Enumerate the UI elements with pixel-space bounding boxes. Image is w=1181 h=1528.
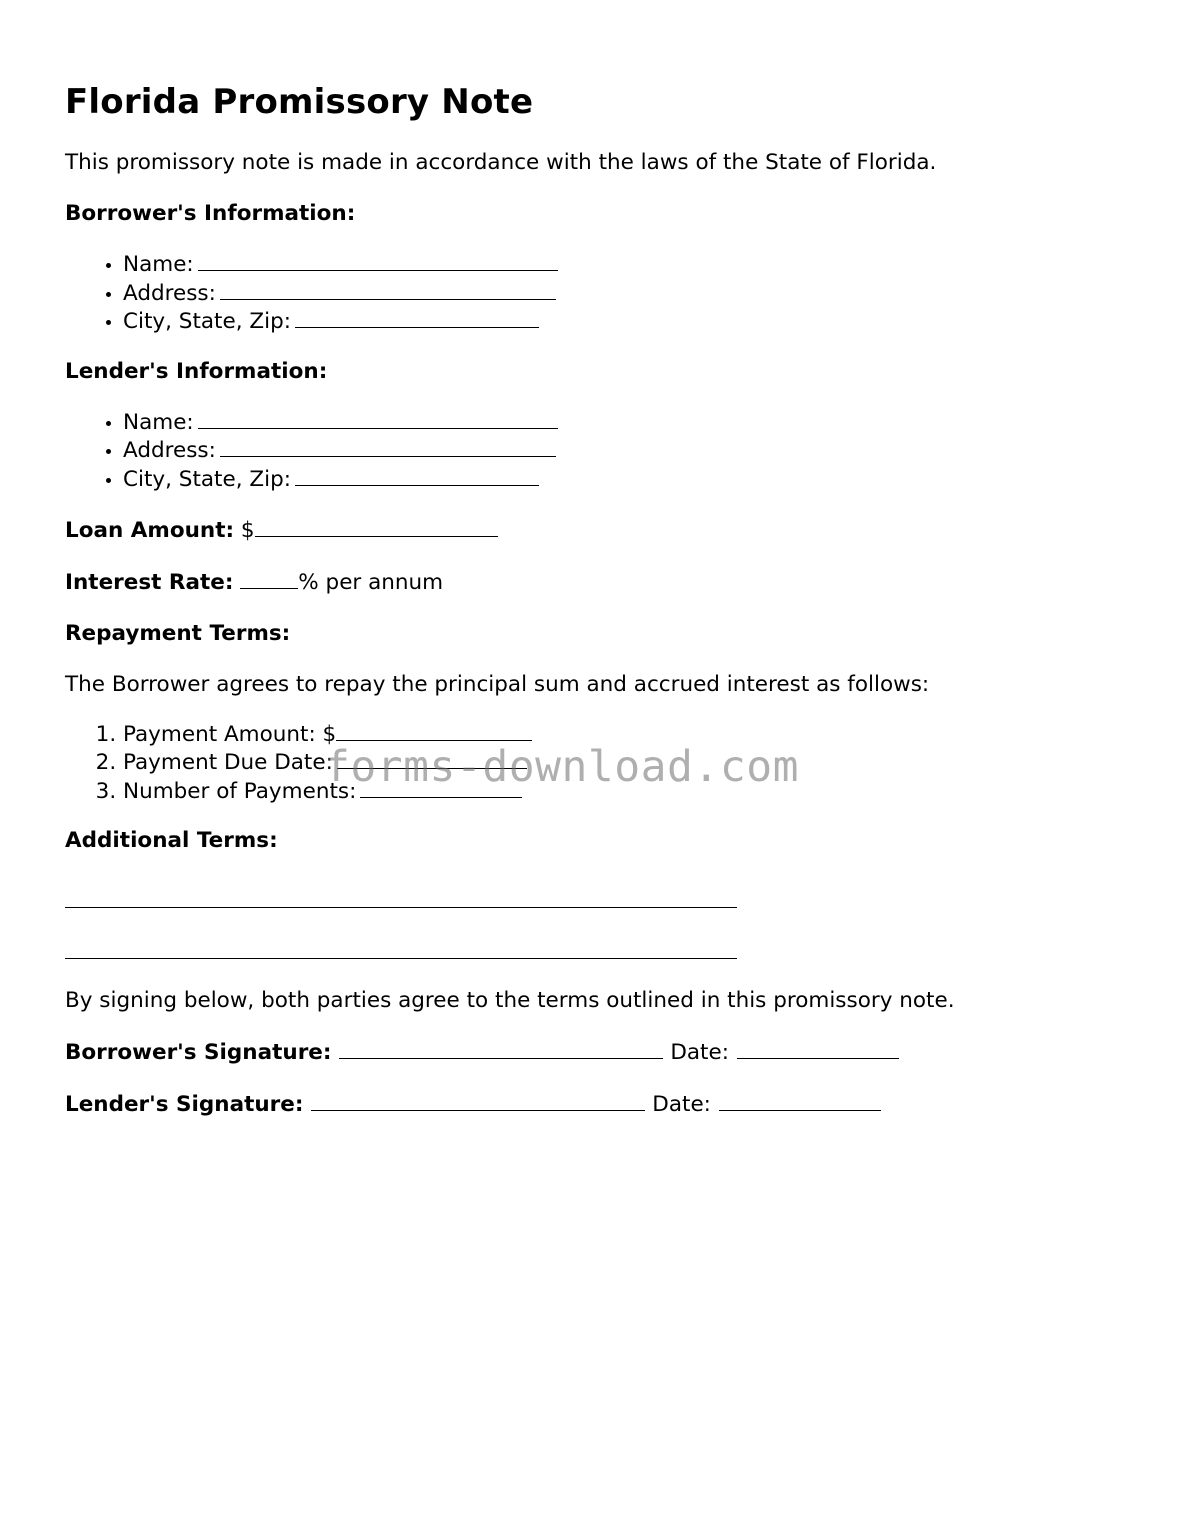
interest-rate-label: Interest Rate: [65, 569, 234, 595]
borrower-address-blank[interactable] [220, 279, 556, 300]
borrower-address-field: • Address: [123, 279, 1125, 308]
borrower-date-label: Date: [670, 1040, 729, 1066]
lender-date-label: Date: [652, 1092, 711, 1118]
additional-terms-line-2[interactable] [65, 958, 737, 959]
repayment-items [65, 720, 1125, 806]
repayment-heading: Repayment Terms: [65, 620, 291, 646]
lender-date-blank[interactable] [719, 1090, 881, 1111]
borrower-city-field: • City, State, Zip: [123, 307, 1125, 336]
payment-amount-item: 1. Payment Amount: $ [123, 720, 1125, 749]
borrower-date-blank[interactable] [737, 1038, 899, 1059]
number-of-payments-blank[interactable] [360, 777, 522, 798]
borrower-fields [65, 250, 1125, 336]
borrower-name-blank[interactable] [198, 250, 558, 271]
lender-signature-blank[interactable] [311, 1090, 645, 1111]
page-title: Florida Promissory Note [65, 82, 534, 122]
interest-rate-line: Interest Rate: % per annum [65, 569, 444, 595]
payment-due-date-blank[interactable] [337, 748, 527, 769]
watermark: forms-download.com [324, 742, 799, 792]
borrower-signature-label: Borrower's Signature: [65, 1040, 332, 1066]
lender-heading: Lender's Information: [65, 358, 328, 384]
lender-signature-label: Lender's Signature: [65, 1092, 304, 1118]
lender-city-field: • City, State, Zip: [123, 465, 1125, 494]
repayment-text: The Borrower agrees to repay the principal sum and accrued interest as follows: [65, 671, 930, 697]
interest-rate-blank[interactable] [240, 568, 298, 589]
loan-amount-label: Loan Amount: [65, 517, 235, 543]
additional-terms-heading: Additional Terms: [65, 828, 278, 854]
borrower-heading: Borrower's Information: [65, 201, 356, 226]
lender-name-field: • Name: [123, 408, 1125, 437]
lender-signature-line [65, 1090, 1125, 1119]
loan-amount-blank[interactable] [255, 516, 498, 537]
borrower-signature-blank[interactable] [339, 1038, 663, 1059]
payment-amount-blank[interactable] [336, 720, 532, 741]
document [65, 78, 1125, 1119]
lender-city-blank[interactable] [295, 465, 539, 486]
borrower-name-field: • Name: [123, 250, 1125, 279]
borrower-signature-line [65, 1038, 1125, 1067]
number-of-payments-item: 3. Number of Payments: [123, 777, 1125, 806]
lender-name-blank[interactable] [198, 408, 558, 429]
agreement-text: By signing below, both parties agree to the terms outlined in this promissory note. [65, 988, 955, 1014]
borrower-city-blank[interactable] [295, 307, 539, 328]
intro-text: This promissory note is made in accordance with the laws of the State of Florida. [65, 150, 937, 175]
loan-amount-line: Loan Amount: $ [65, 516, 1125, 545]
payment-due-date-item: 2. Payment Due Date: [123, 748, 1125, 777]
lender-address-blank[interactable] [220, 436, 556, 457]
lender-fields [65, 408, 1125, 494]
lender-address-field: • Address: [123, 436, 1125, 465]
